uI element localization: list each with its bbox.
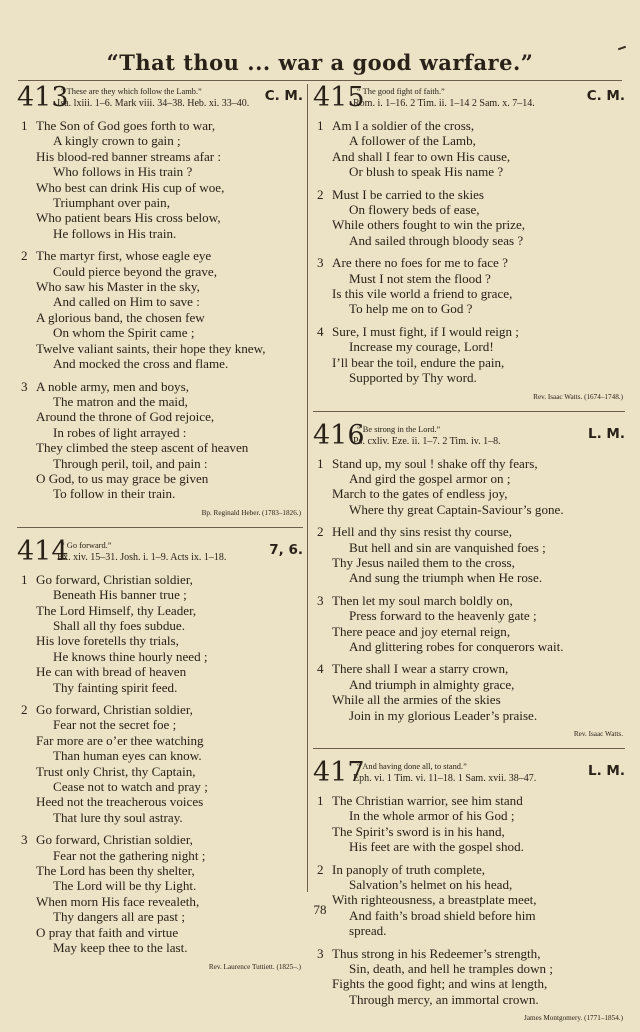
hymn-header: [313, 419, 625, 456]
verse-line: [313, 301, 625, 316]
verse-line: [313, 961, 625, 976]
verse-line: [17, 164, 303, 179]
left-column: [17, 82, 303, 981]
scripture-references: Rom. i. 1–16. 2 Tim. ii. 1–14 2 Sam. x. 7–14.: [353, 98, 535, 109]
hymn-header: [313, 82, 625, 118]
verse-line: [17, 226, 303, 241]
verse-text: Fear not the gathering night ;: [53, 847, 206, 863]
verse-line: [313, 808, 625, 823]
verse-text: To follow in their train.: [53, 486, 176, 502]
stanza: [313, 118, 625, 180]
verse-line: [313, 661, 625, 676]
stanza-number: 2: [21, 248, 28, 264]
verse-line: [17, 325, 303, 340]
hymn: [313, 419, 625, 750]
verse-text: Who saw his Master in the sky,: [36, 279, 200, 295]
verse-text: Who patient bears His cross below,: [36, 210, 221, 226]
verse-line: [313, 164, 625, 179]
verse-line: [313, 271, 625, 286]
stanza-number: 3: [317, 592, 324, 608]
verse-line: [17, 618, 303, 633]
verse-text: And faith’s broad shield before him: [349, 907, 536, 923]
stanza-number: 3: [21, 378, 28, 394]
stanza: [313, 324, 625, 386]
verse-text: Salvation’s helmet on his head,: [349, 877, 513, 893]
verse-text: And shall I fear to own His cause,: [332, 148, 511, 164]
verse-line: [17, 832, 303, 847]
stanza: [17, 118, 303, 241]
hymn-number: 415: [313, 82, 365, 113]
verse-text: Thus strong in his Redeemer’s strength,: [332, 945, 541, 961]
verse-text: Are there no foes for me to face ?: [332, 255, 508, 271]
verse-text: With righteousness, a breastplate meet,: [332, 892, 537, 908]
verse-line: [313, 923, 625, 938]
verse-text: Must I be carried to the skies: [332, 186, 484, 202]
verse-line: [17, 848, 303, 863]
verse-text: On flowery beds of ease,: [349, 202, 480, 218]
stanza: [313, 661, 625, 723]
scripture-references: Eph. vi. 1 Tim. vi. 11–18. 1 Sam. xvii. 38–47.: [353, 773, 537, 784]
verse-text: Or blush to speak His name ?: [349, 164, 504, 180]
verse-line: [313, 202, 625, 217]
verse-line: [313, 608, 625, 623]
verse-text: Thy Jesus nailed them to the cross,: [332, 554, 515, 570]
page-number: 78: [313, 902, 327, 917]
verse-line: [313, 593, 625, 608]
verse-text: Is this vile world a friend to grace,: [332, 286, 513, 302]
verse-text: Thy dangers all are past ;: [53, 909, 185, 925]
verse-text: Supported by Thy word.: [349, 370, 477, 386]
stanza-number: 1: [317, 455, 324, 471]
verse-text: While all the armies of the skies: [332, 692, 501, 708]
verse-line: [313, 877, 625, 892]
hymn-author: Rev. Isaac Watts. (1674–1748.): [533, 392, 623, 401]
verse-line: [17, 195, 303, 210]
verse-line: [313, 639, 625, 654]
stanza-number: 4: [317, 323, 324, 339]
verse-line: [313, 708, 625, 723]
stanza-number: 4: [317, 661, 324, 677]
verse-text: A follower of the Lamb,: [349, 133, 476, 149]
verse-line: [313, 233, 625, 248]
verse-line: [17, 356, 303, 371]
verse-text: I’ll bear the toil, endure the pain,: [332, 354, 505, 370]
hymn-meter: 7, 6.: [269, 541, 303, 558]
hymn-author: Bp. Reginald Heber. (1783–1826.): [201, 508, 301, 517]
scripture-references: Isa. lxiii. 1–6. Mark viii. 34–38. Heb. xi. 33–40.: [57, 98, 250, 109]
hymn: [313, 757, 625, 1023]
verse-text: Than human eyes can know.: [53, 748, 202, 764]
verse-text: The Christian warrior, see him stand: [332, 793, 523, 808]
verse-line: [313, 555, 625, 570]
verse-text: They climbed the steep ascent of heaven: [36, 440, 249, 456]
verse-line: [313, 824, 625, 839]
verse-text: A kingly crown to gain ;: [53, 133, 181, 149]
stanza: [17, 702, 303, 825]
stanza: [313, 255, 625, 317]
verse-text: His feet are with the gospel shod.: [349, 839, 524, 855]
verse-line: [17, 878, 303, 893]
hymn-author: James Montgomery. (1771–1854.): [524, 1014, 623, 1023]
hymn-divider: [17, 527, 303, 528]
verse-text: Sin, death, and hell he tramples down ;: [349, 961, 554, 977]
verse-line: [313, 255, 625, 270]
hymn-subject: “ Go forward.”: [61, 540, 112, 550]
verse-line: [17, 294, 303, 309]
hymn-meter: L. M.: [588, 763, 625, 779]
verse-line: [313, 187, 625, 202]
verse-line: [313, 118, 625, 133]
hymn-divider: [313, 411, 625, 412]
verse-line: [17, 664, 303, 679]
verse-text: Press forward to the heavenly gate ;: [349, 608, 537, 624]
verse-text: Could pierce beyond the grave,: [53, 263, 217, 279]
verse-line: [313, 946, 625, 961]
scripture-references: Ex. xiv. 15–31. Josh. i. 1–9. Acts ix. 1–18.: [57, 551, 227, 563]
verse-text: Fear not the secret foe ;: [53, 717, 177, 733]
verse-text: And mocked the cross and flame.: [53, 356, 229, 372]
verse-text: Must I not stem the flood ?: [349, 270, 491, 286]
verse-line: [17, 810, 303, 825]
verse-line: [313, 339, 625, 354]
stanza: [313, 793, 625, 855]
verse-text: On whom the Spirit came ;: [53, 325, 195, 341]
stanza-number: 1: [317, 793, 324, 808]
verse-line: [17, 456, 303, 471]
verse-text: spread.: [349, 923, 387, 939]
verse-line: [17, 717, 303, 732]
verse-text: And sung the triumph when He rose.: [349, 570, 543, 586]
verse-line: [17, 733, 303, 748]
stanza: [313, 187, 625, 249]
hymn-header: [17, 82, 303, 118]
verse-line: [313, 570, 625, 585]
verse-line: [17, 587, 303, 602]
verse-line: [17, 425, 303, 440]
stanza-number: 2: [317, 861, 324, 877]
verse-text: The martyr first, whose eagle eye: [36, 248, 212, 264]
verse-text: There shall I wear a starry crown,: [332, 661, 509, 677]
verse-text: A noble army, men and boys,: [36, 378, 189, 394]
verse-text: In panoply of truth complete,: [332, 861, 486, 877]
verse-text: Through mercy, an immortal crown.: [349, 991, 539, 1007]
verse-text: And gird the gospel armor on ;: [349, 470, 511, 486]
stanza-number: 3: [21, 832, 28, 848]
hymn-author: Rev. Isaac Watts.: [573, 730, 623, 738]
verse-text: The Lord has been thy shelter,: [36, 863, 195, 879]
verse-text: He follows in His train.: [53, 225, 177, 241]
hymn-number: 416: [313, 419, 365, 451]
verse-text: The matron and the maid,: [53, 393, 188, 409]
verse-line: [17, 633, 303, 648]
verse-line: [313, 624, 625, 639]
verse-text: Through peril, toil, and pain :: [53, 455, 208, 471]
verse-text: In robes of light arrayed :: [53, 424, 187, 440]
verse-line: [313, 370, 625, 385]
verse-text: While others fought to win the prize,: [332, 217, 526, 233]
verse-line: [17, 764, 303, 779]
verse-text: Who best can drink His cup of woe,: [36, 179, 225, 195]
stanza: [17, 832, 303, 955]
verse-line: [313, 486, 625, 501]
verse-text: Far more are o’er thee watching: [36, 732, 204, 748]
stanza: [313, 456, 625, 518]
stanza-number: 1: [21, 571, 28, 587]
right-column: [313, 82, 625, 1032]
stanza: [313, 862, 625, 939]
verse-line: [17, 925, 303, 940]
hymn-meter: C. M.: [264, 88, 303, 104]
verse-text: He can with bread of heaven: [36, 664, 187, 680]
verse-line: [313, 471, 625, 486]
verse-text: His love foretells thy trials,: [36, 633, 179, 649]
hymn: [17, 82, 303, 528]
verse-line: [17, 702, 303, 717]
verse-text: His blood-red banner streams afar :: [36, 148, 222, 164]
verse-text: And triumph in almighty grace,: [349, 676, 515, 692]
hymn-author: Rev. Laurence Tuttiett. (1825–.): [208, 962, 301, 971]
verse-text: Shall all thy foes subdue.: [53, 617, 186, 633]
hymn-number: 414: [17, 535, 69, 567]
verse-line: [17, 863, 303, 878]
stanza: [313, 524, 625, 586]
verse-text: Trust only Christ, thy Captain,: [36, 763, 196, 779]
stanza-number: 2: [21, 702, 28, 717]
verse-line: [17, 471, 303, 486]
verse-line: [17, 180, 303, 195]
verse-text: Go forward, Christian soldier,: [36, 832, 193, 848]
verse-line: [17, 394, 303, 409]
column-divider: [307, 84, 308, 892]
verse-text: And called on Him to save :: [53, 294, 200, 310]
verse-text: There peace and joy eternal reign,: [332, 623, 511, 639]
verse-line: [17, 680, 303, 695]
verse-line: [17, 210, 303, 225]
verse-line: [313, 839, 625, 854]
verse-line: [17, 279, 303, 294]
verse-line: [17, 248, 303, 263]
verse-line: [17, 341, 303, 356]
verse-text: When morn His face revealeth,: [36, 893, 200, 909]
verse-text: That lure thy soul astray.: [53, 809, 183, 825]
stanza: [313, 946, 625, 1008]
verse-text: Heed not the treacherous voices: [36, 794, 204, 810]
stanza-number: 1: [21, 118, 28, 133]
stanza: [17, 379, 303, 502]
hymn-number: 417: [313, 757, 365, 788]
verse-text: The Son of God goes forth to war,: [36, 118, 216, 133]
verse-text: Who follows in His train ?: [53, 164, 193, 180]
hymn-meter: C. M.: [586, 88, 625, 104]
verse-line: [313, 149, 625, 164]
stanza: [17, 572, 303, 695]
verse-text: Cease not to watch and pray ;: [53, 779, 208, 795]
stanza-number: 2: [317, 186, 324, 202]
verse-line: [313, 862, 625, 877]
verse-line: [17, 649, 303, 664]
stanza-number: 3: [317, 255, 324, 271]
verse-line: [17, 440, 303, 455]
verse-text: O God, to us may grace be given: [36, 470, 209, 486]
verse-text: Fights the good fight; and wins at length,: [332, 976, 548, 992]
verse-line: [17, 572, 303, 587]
verse-text: Go forward, Christian soldier,: [36, 571, 193, 587]
verse-text: In the whole armor of his God ;: [349, 808, 515, 824]
scripture-references: Ps. cxliv. Eze. ii. 1–7. 2 Tim. iv. 1–8.: [353, 435, 501, 447]
verse-line: [17, 118, 303, 133]
stanza-number: 2: [317, 524, 324, 540]
verse-line: [313, 355, 625, 370]
verse-line: [313, 540, 625, 555]
verse-text: The Lord will be thy Light.: [53, 878, 197, 894]
verse-text: The Spirit’s sword is in his hand,: [332, 823, 505, 839]
verse-text: Hell and thy sins resist thy course,: [332, 524, 513, 540]
hymn-header: [313, 757, 625, 793]
verse-line: [313, 793, 625, 808]
verse-line: [17, 603, 303, 618]
verse-text: May keep thee to the last.: [53, 940, 188, 956]
stanza-number: 3: [317, 945, 324, 961]
verse-line: [17, 149, 303, 164]
verse-text: Join in my glorious Leader’s praise.: [349, 707, 538, 723]
verse-line: [313, 976, 625, 991]
hymn-number: 413: [17, 82, 69, 113]
verse-line: [313, 992, 625, 1007]
verse-text: O pray that faith and virtue: [36, 924, 179, 940]
verse-line: [17, 379, 303, 394]
verse-text: Am I a soldier of the cross,: [332, 118, 475, 133]
page-title: “That thou ... war a good warfare.”: [106, 50, 534, 75]
verse-text: A glorious band, the chosen few: [36, 309, 205, 325]
verse-text: Stand up, my soul ! shake off thy fears,: [332, 455, 538, 471]
stanza: [313, 593, 625, 655]
verse-line: [17, 940, 303, 955]
verse-line: [313, 324, 625, 339]
verse-line: [17, 779, 303, 794]
verse-text: Where thy great Captain-Saviour’s gone.: [349, 501, 564, 517]
verse-line: [17, 310, 303, 325]
verse-line: [313, 677, 625, 692]
hymn-meter: L. M.: [588, 425, 625, 442]
verse-line: [313, 692, 625, 707]
verse-line: [313, 456, 625, 471]
verse-line: [313, 524, 625, 539]
verse-line: [313, 133, 625, 148]
stanza: [17, 248, 303, 371]
verse-text: But hell and sin are vanquished foes ;: [349, 539, 546, 555]
hymn-subject: “ Be strong in the Lord.”: [357, 424, 441, 434]
verse-text: To help me on to God ?: [349, 301, 473, 317]
hymn: [313, 82, 625, 412]
stanza-number: 1: [317, 118, 324, 133]
verse-text: Go forward, Christian soldier,: [36, 702, 193, 717]
verse-line: [17, 264, 303, 279]
verse-text: Thy fainting spirit feed.: [53, 679, 178, 695]
verse-line: [313, 286, 625, 301]
verse-text: He knows thine hourly need ;: [53, 648, 208, 664]
verse-line: [313, 217, 625, 232]
verse-text: Twelve valiant saints, their hope they knew,: [36, 340, 266, 356]
verse-text: Sure, I must fight, if I would reign ;: [332, 323, 519, 339]
top-rule: [18, 80, 622, 81]
verse-text: Beneath His banner true ;: [53, 587, 187, 603]
hymn-subject: “ And having done all, to stand.”: [357, 762, 467, 771]
verse-text: Around the throne of God rejoice,: [36, 409, 215, 425]
verse-text: Triumphant over pain,: [53, 195, 170, 211]
hymn-subject: “ The good fight of faith.”: [357, 87, 445, 96]
verse-text: Increase my courage, Lord!: [349, 339, 494, 355]
verse-line: [313, 502, 625, 517]
verse-line: [17, 133, 303, 148]
verse-text: The Lord Himself, thy Leader,: [36, 602, 197, 618]
verse-line: [17, 409, 303, 424]
verse-text: And sailed through bloody seas ?: [349, 232, 524, 248]
verse-line: [17, 748, 303, 763]
verse-text: And glittering robes for conquerors wait.: [349, 638, 564, 654]
verse-text: Then let my soul march boldly on,: [332, 592, 513, 608]
verse-line: [17, 794, 303, 809]
hymn-divider: [313, 748, 625, 749]
hymn-subject: “ These are they which follow the Lamb.”: [61, 87, 202, 96]
hymn-header: [17, 535, 303, 572]
verse-line: [17, 486, 303, 501]
verse-text: March to the gates of endless joy,: [332, 486, 508, 502]
